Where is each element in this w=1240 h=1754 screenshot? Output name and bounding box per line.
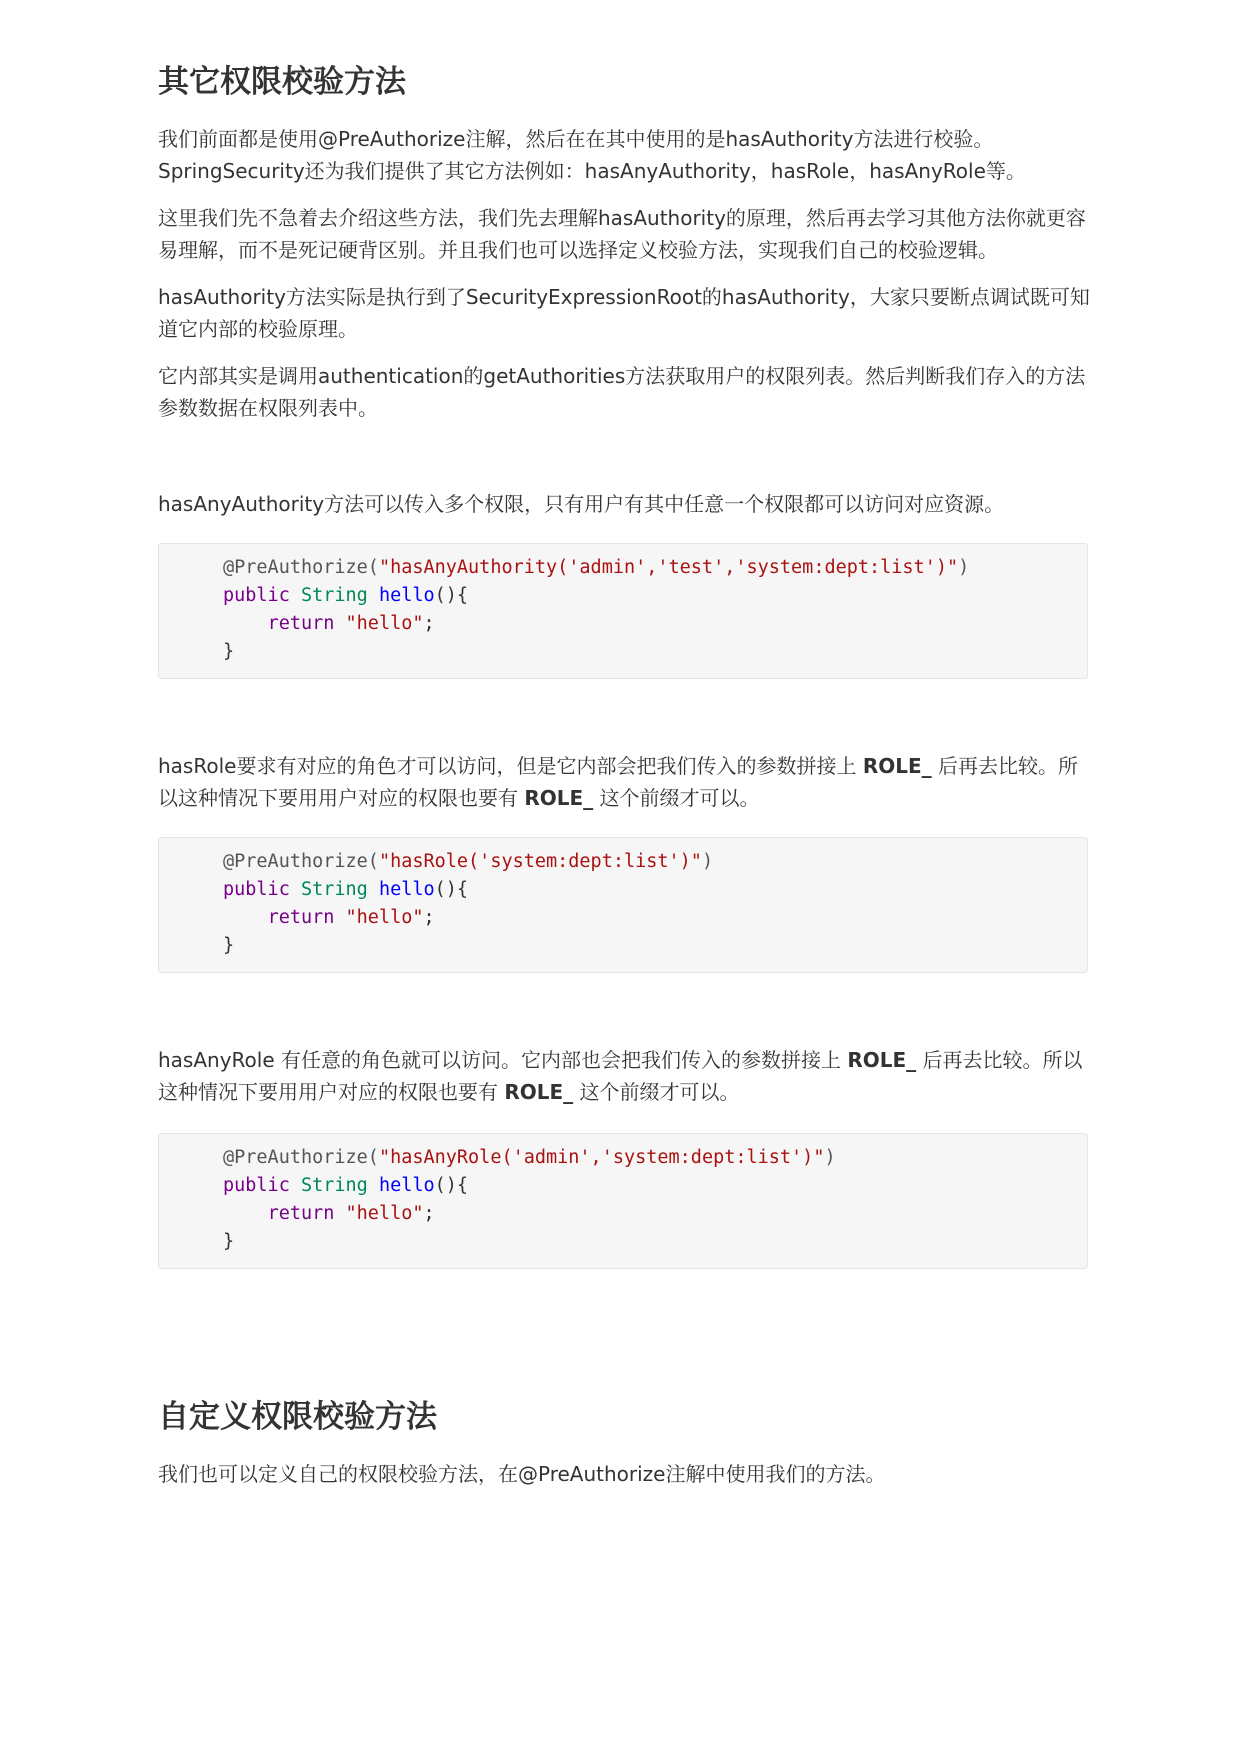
code-string-arg: "hasAnyAuthority('admin','test','system:dept:list')" [378, 557, 959, 578]
bold-role-prefix: ROLE_ [504, 1080, 574, 1104]
code-type: String [300, 879, 368, 900]
code-semicolon: ; [423, 613, 435, 634]
paragraph-intro: 我们前面都是使用@PreAuthorize注解，然后在在其中使用的是hasAuthority方法进行校验。SpringSecurity还为我们提供了其它方法例如：hasAnyAuthority，hasRole，hasAnyRole等。 [158, 127, 1026, 183]
code-annotation: @PreAuthorize( [223, 1147, 379, 1168]
code-method-name: hello [378, 585, 435, 606]
code-closing-brace: } [223, 1231, 235, 1252]
text-segment: 这个前缀才可以。 [573, 1080, 740, 1104]
text-segment: hasRole要求有对应的角色才可以访问，但是它内部会把我们传入的参数拼接上 [158, 754, 863, 778]
text-segment: 这个前缀才可以。 [593, 786, 760, 810]
code-block-has-role [158, 837, 1088, 973]
text-segment: hasAnyRole 有任意的角色就可以访问。它内部也会把我们传入的参数拼接上 [158, 1048, 848, 1072]
paragraph-custom-method: 我们也可以定义自己的权限校验方法，在@PreAuthorize注解中使用我们的方法。 [158, 1462, 886, 1486]
bold-role-prefix: ROLE_ [847, 1048, 917, 1072]
code-paren: ) [958, 557, 970, 578]
code-keyword-public: public [223, 585, 290, 606]
code-type: String [300, 585, 368, 606]
code-block-has-any-authority [158, 543, 1088, 679]
paragraph-has-role [158, 750, 1090, 814]
paragraph-principle: 这里我们先不急着去介绍这些方法，我们先去理解hasAuthority的原理，然后再去学习其他方法你就更容易理解，而不是死记硬背区别。并且我们也可以选择定义校验方法，实现我们自己的校验逻辑。 [158, 206, 1086, 262]
code-keyword-return: return [267, 1203, 335, 1224]
code-string-arg: "hasRole('system:dept:list')" [378, 851, 702, 872]
section-heading-other-methods: 其它权限校验方法 [158, 64, 406, 100]
code-keyword-return: return [267, 907, 335, 928]
code-paren: ) [824, 1147, 836, 1168]
code-closing-brace: } [223, 935, 235, 956]
text-segment: 后再去比较。所以这种情况下要用用户对应的权限也要有 [158, 1048, 1083, 1104]
code-keyword-public: public [223, 1175, 290, 1196]
paragraph-get-authorities: 它内部其实是调用authentication的getAuthorities方法获取用户的权限列表。然后判断我们存入的方法参数数据在权限列表中。 [158, 364, 1086, 420]
code-type: String [300, 1175, 368, 1196]
code-method-name: hello [378, 879, 435, 900]
code-annotation: @PreAuthorize( [223, 557, 379, 578]
paragraph-has-any-authority: hasAnyAuthority方法可以传入多个权限，只有用户有其中任意一个权限都可以访问对应资源。 [158, 492, 1005, 516]
paragraph-security-expression-root: hasAuthority方法实际是执行到了SecurityExpressionRoot的hasAuthority，大家只要断点调试既可知道它内部的校验原理。 [158, 285, 1090, 341]
code-signature-rest: (){ [434, 879, 469, 900]
code-keyword-public: public [223, 879, 290, 900]
code-return-value: "hello" [345, 613, 424, 634]
code-paren: ) [701, 851, 714, 872]
code-closing-brace: } [223, 641, 235, 662]
code-return-value: "hello" [345, 907, 424, 928]
paragraph-has-any-role [158, 1044, 1090, 1108]
bold-role-prefix: ROLE_ [524, 786, 594, 810]
code-signature-rest: (){ [434, 1175, 469, 1196]
text-segment: 后再去比较。所以这种情况下要用用户对应的权限也要有 [158, 754, 1078, 810]
section-heading-custom-method: 自定义权限校验方法 [158, 1399, 437, 1435]
code-semicolon: ; [423, 1203, 435, 1224]
code-return-value: "hello" [345, 1203, 424, 1224]
code-annotation: @PreAuthorize( [223, 851, 379, 872]
code-signature-rest: (){ [434, 585, 469, 606]
code-semicolon: ; [423, 907, 435, 928]
bold-role-prefix: ROLE_ [862, 754, 932, 778]
code-keyword-return: return [267, 613, 335, 634]
code-method-name: hello [378, 1175, 435, 1196]
code-string-arg: "hasAnyRole('admin','system:dept:list')" [378, 1147, 825, 1168]
code-block-has-any-role [158, 1133, 1088, 1269]
